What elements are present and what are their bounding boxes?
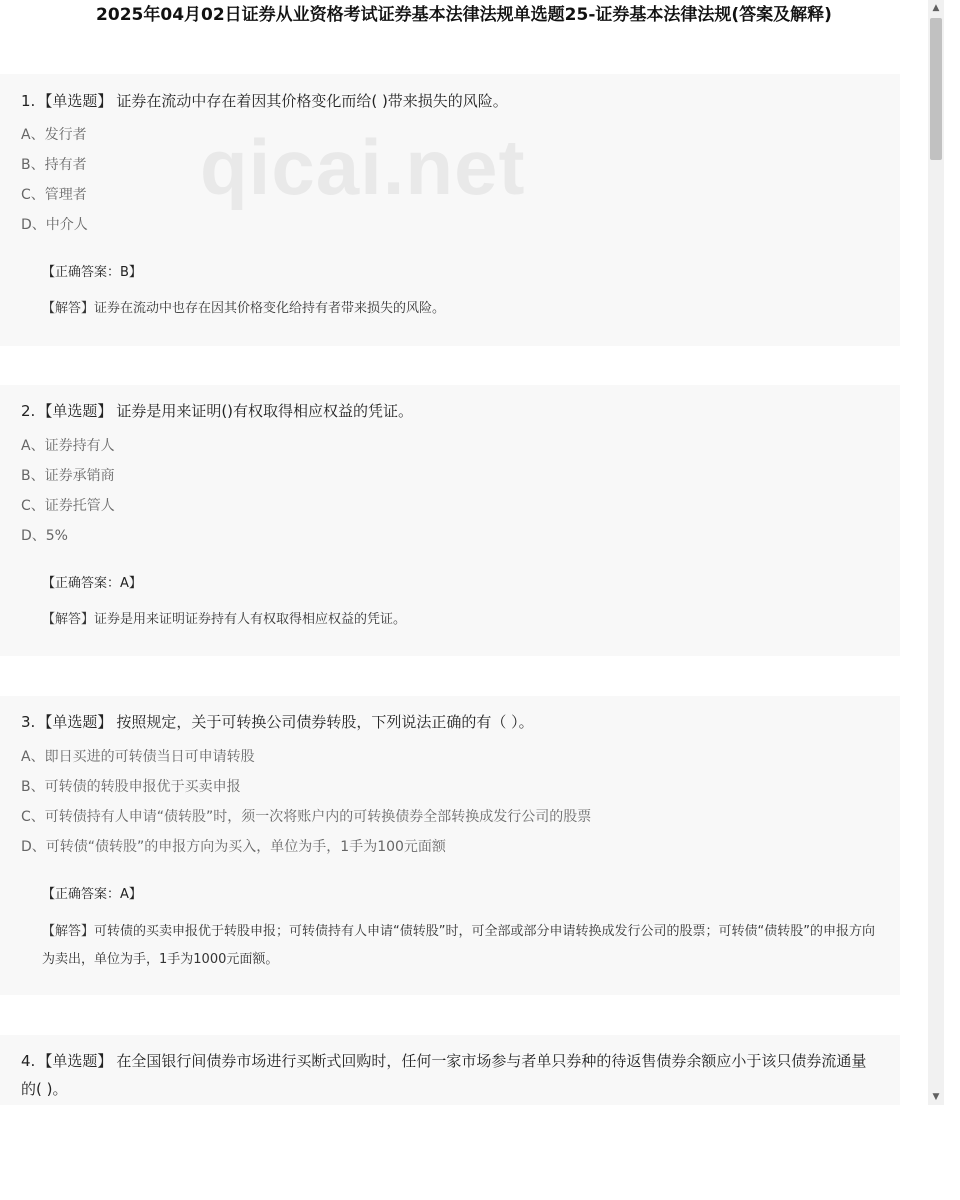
option-b[interactable]: B、证券承销商 bbox=[21, 468, 115, 484]
question-number: 2. bbox=[21, 402, 36, 420]
question-text: 在全国银行间债券市场进行买断式回购时，任何一家市场参与者单只券种的待返售债券余额应小于该只债券流通量的( )。 bbox=[21, 1052, 867, 1098]
option-c[interactable]: C、证券托管人 bbox=[21, 498, 115, 514]
option-b[interactable]: B、可转债的转股申报优于买卖申报 bbox=[21, 779, 241, 795]
question-3-stem bbox=[21, 708, 880, 736]
answer-explanation: 【解答】证券是用来证明证券持有人有权取得相应权益的凭证。 bbox=[42, 612, 407, 627]
question-number: 3. bbox=[21, 713, 36, 731]
option-a[interactable]: A、发行者 bbox=[21, 127, 87, 143]
answer-explanation: 【解答】证券在流动中也存在因其价格变化给持有者带来损失的风险。 bbox=[42, 301, 446, 316]
question-number: 1. bbox=[21, 92, 36, 110]
option-d[interactable]: D、5% bbox=[21, 528, 68, 544]
question-type-tag: 【单选题】 bbox=[37, 92, 113, 110]
vertical-scrollbar[interactable] bbox=[928, 0, 944, 1105]
site-watermark: qicai.net bbox=[200, 123, 526, 211]
option-a[interactable]: A、即日买进的可转债当日可申请转股 bbox=[21, 749, 255, 765]
option-a[interactable]: A、证券持有人 bbox=[21, 438, 115, 454]
option-c[interactable]: C、可转债持有人申请“债转股”时，须一次将账户内的可转换债券全部转换成发行公司的股票 bbox=[21, 809, 592, 825]
question-text: 证券是用来证明()有权取得相应权益的凭证。 bbox=[116, 402, 414, 420]
question-4-stem bbox=[21, 1047, 880, 1103]
question-card-3 bbox=[0, 696, 900, 995]
page-title: 2025年04月02日证券从业资格考试证券基本法律法规单选题25-证券基本法律法规(答案及解释) bbox=[96, 5, 832, 25]
option-c[interactable]: C、管理者 bbox=[21, 187, 87, 203]
question-number: 4. bbox=[21, 1052, 36, 1070]
question-text: 按照规定，关于可转换公司债券转股，下列说法正确的有（ ）。 bbox=[116, 713, 534, 731]
question-2-stem bbox=[21, 397, 880, 425]
question-type-tag: 【单选题】 bbox=[37, 713, 113, 731]
option-b[interactable]: B、持有者 bbox=[21, 157, 87, 173]
scrollbar-thumb[interactable] bbox=[930, 18, 942, 160]
correct-answer: 【正确答案：A】 bbox=[42, 887, 142, 902]
option-d[interactable]: D、中介人 bbox=[21, 217, 88, 233]
question-type-tag: 【单选题】 bbox=[37, 1052, 113, 1070]
option-d[interactable]: D、可转债“债转股”的申报方向为买入，单位为手，1手为100元面额 bbox=[21, 839, 446, 855]
question-1-stem bbox=[21, 87, 880, 115]
correct-answer: 【正确答案：A】 bbox=[42, 576, 142, 591]
question-type-tag: 【单选题】 bbox=[37, 402, 113, 420]
question-card-4 bbox=[0, 1035, 900, 1105]
question-card-2 bbox=[0, 385, 900, 656]
question-text: 证券在流动中存在着因其价格变化而给( )带来损失的风险。 bbox=[116, 92, 508, 110]
scroll-up-arrow-icon[interactable]: ▲ bbox=[932, 3, 940, 13]
scroll-down-arrow-icon[interactable]: ▼ bbox=[932, 1092, 940, 1102]
answer-explanation: 【解答】可转债的买卖申报优于转股申报；可转债持有人申请“债转股”时，可全部或部分申请转换成发行公司的股票；可转债“债转股”的申报方向为卖出，单位为手，1手为1000元面额。 bbox=[42, 924, 875, 967]
correct-answer: 【正确答案：B】 bbox=[42, 265, 142, 280]
